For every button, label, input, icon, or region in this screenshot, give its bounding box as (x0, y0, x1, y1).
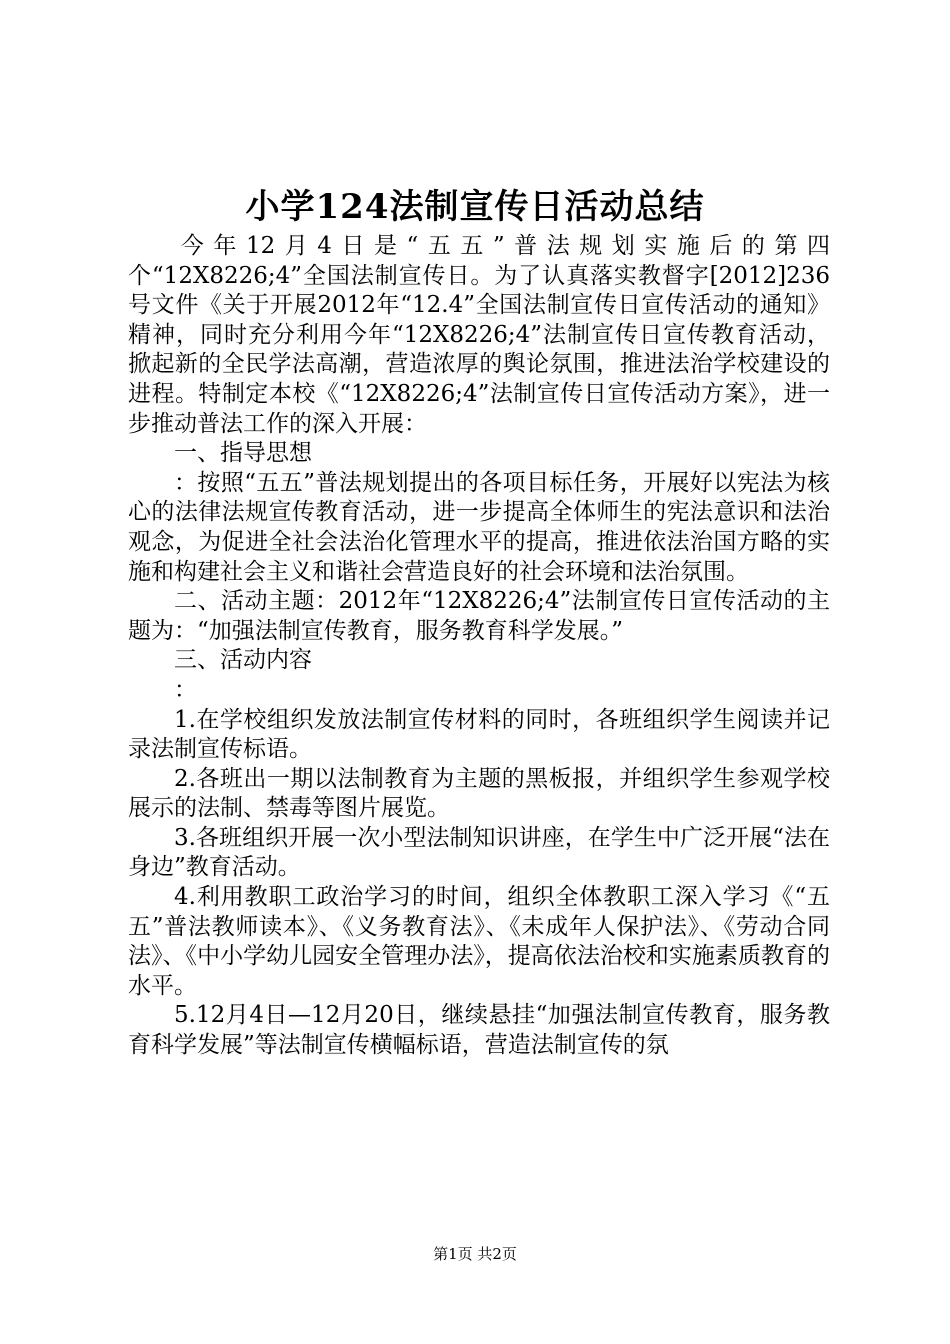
list-item: 3.各班组织开展一次小型法制知识讲座，在学生中广泛开展“法在身边”教育活动。 (128, 824, 830, 881)
intro-paragraph: 今年12月4日是“五五”普法规划实施后的第四个“12X8226;4”全国法制宣传日。为了认真落实教督字[2012]236号文件《关于开展2012年“12.4”全国法制宣传日宣传活动的通知》精神，同时充分利用今年“12X8226;4”法制宣传日宣传教育活动，掀起新的全民学法高潮，营造浓厚的舆论氛围，推进法治学校建设的进程。特制定本校《“12X8226;4”法制宣传日宣传活动方案》，进一步推动普法工作的深入开展： (128, 233, 830, 437)
guiding-thought-paragraph: ：按照“五五”普法规划提出的各项目标任务，开展好以宪法为核心的法律法规宣传教育活动，进一步提高全体师生的宪法意识和法治观念，为促进全社会法治化管理水平的提高，推进依法治国方略的实施和构建社会主义和谐社会营造良好的社会环境和法治氛围。 (128, 469, 830, 585)
page-footer: 第1页 共2页 (433, 1245, 517, 1263)
section-heading-guiding-thought: 一、指导思想 (174, 440, 312, 467)
document-title: 小学124法制宣传日活动总结 (245, 187, 705, 227)
document-body (128, 232, 830, 1061)
activity-theme-paragraph: 二、活动主题：2012年“12X8226;4”法制宣传日宣传活动的主题为：“加强法制宣传教育，服务教育科学发展。” (128, 588, 830, 644)
list-item: 1.在学校组织发放法制宣传材料的同时，各班组织学生阅读并记录法制宣传标语。 (128, 706, 830, 763)
list-item: 4.利用教职工政治学习的时间，组织全体教职工深入学习《“五五”普法教师读本》、《义务教育法》、《未成年人保护法》、《劳动合同法》、《中小学幼儿园安全管理办法》，提高依法治校和实施素质教育的水平。 (128, 884, 830, 999)
activity-content-colon: ： (174, 676, 197, 703)
list-item: 5.12月4日—12月20日，继续悬挂“加强法制宣传教育，服务教育科学发展”等法制宣传横幅标语，营造法制宣传的氛 (128, 1002, 830, 1059)
list-item: 2.各班出一期以法制教育为主题的黑板报，并组织学生参观学校展示的法制、禁毒等图片展览。 (128, 765, 830, 822)
section-heading-activity-content: 三、活动内容 (174, 647, 312, 674)
